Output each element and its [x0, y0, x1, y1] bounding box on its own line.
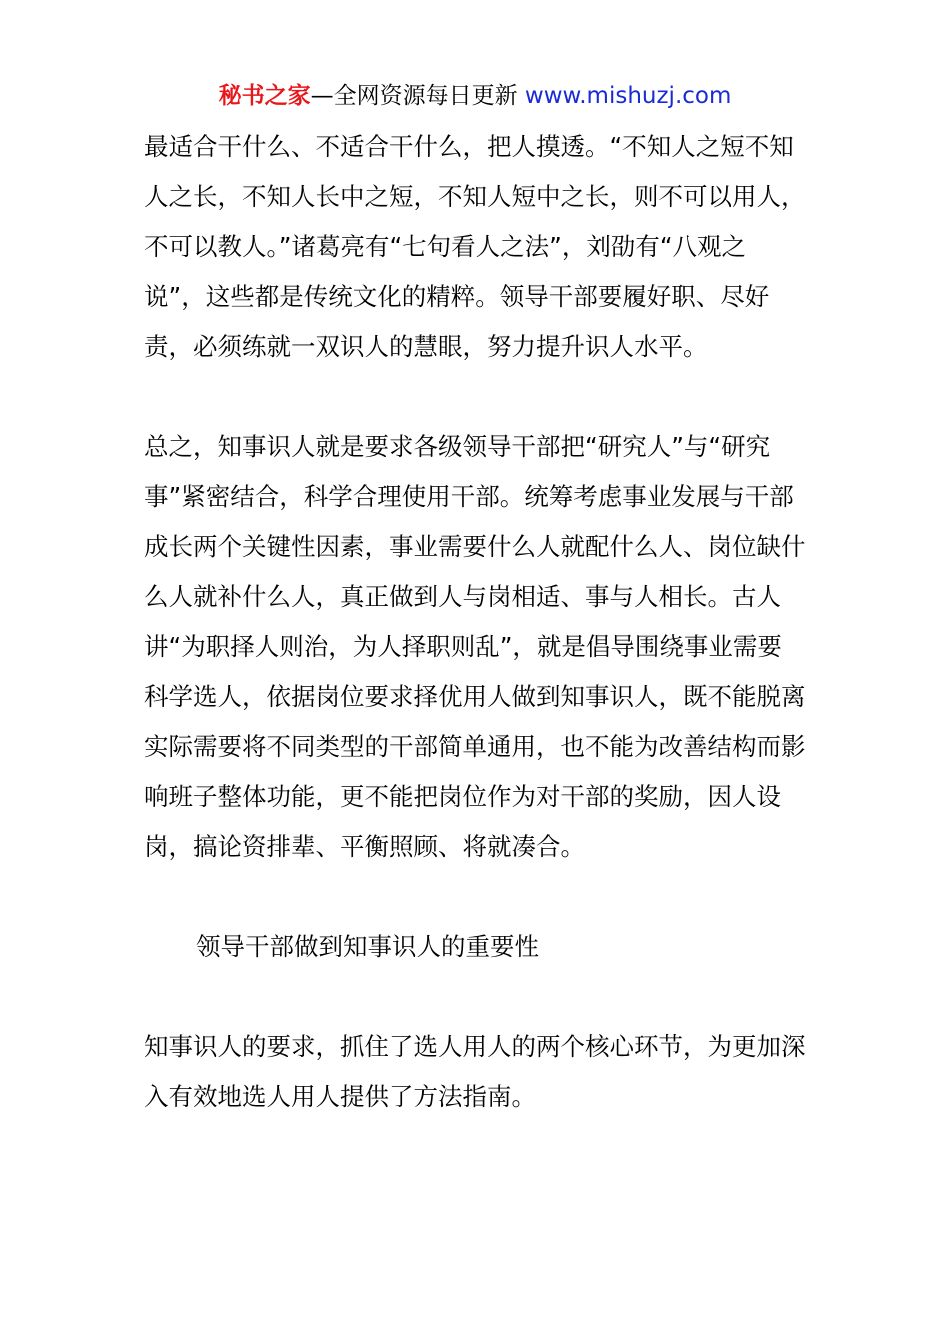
brand-name: 秘书之家 — [218, 83, 311, 109]
paragraph-3: 知事识人的要求，抓住了选人用人的两个核心环节，为更加深入有效地选人用人提供了方法指南。 — [144, 1032, 806, 1111]
header-tagline: —全网资源每日更新 — [310, 83, 525, 109]
site-url-link[interactable]: www.mishuzj.com — [524, 83, 732, 109]
document-body — [144, 122, 806, 1122]
paragraph-spacer — [144, 972, 806, 1022]
paragraph-spacer — [144, 372, 806, 422]
paragraph-spacer — [144, 872, 806, 922]
paragraph-2: 总之，知事识人就是要求各级领导干部把“研究人”与“研究事”紧密结合，科学合理使用干部。统筹考虑事业发展与干部成长两个关键性因素，事业需要什么人就配什么人、岗位缺什么人就补什么人，真正做到人与岗相适、事与人相长。古人讲“为职择人则治，为人择职则乱”，就是倡导围绕事业需要科学选人，依据岗位要求择优用人做到知事识人，既不能脱离实际需要将不同类型的干部简单通用，也不能为改善结构而影响班子整体功能，更不能把岗位作为对干部的奖励，因人设岗，搞论资排辈、平衡照顾、将就凑合。 — [144, 432, 806, 861]
page-header — [0, 80, 950, 112]
paragraph-1: 最适合干什么、不适合干什么，把人摸透。“不知人之短不知人之长，不知人长中之短，不知人短中之长，则不可以用人，不可以教人。”诸葛亮有“七句看人之法”，刘劭有“八观之说”，这些都是传统文化的精粹。领导干部要履好职、尽好责，必须练就一双识人的慧眼，努力提升识人水平。 — [144, 132, 806, 361]
section-heading: 领导干部做到知事识人的重要性 — [196, 932, 539, 961]
